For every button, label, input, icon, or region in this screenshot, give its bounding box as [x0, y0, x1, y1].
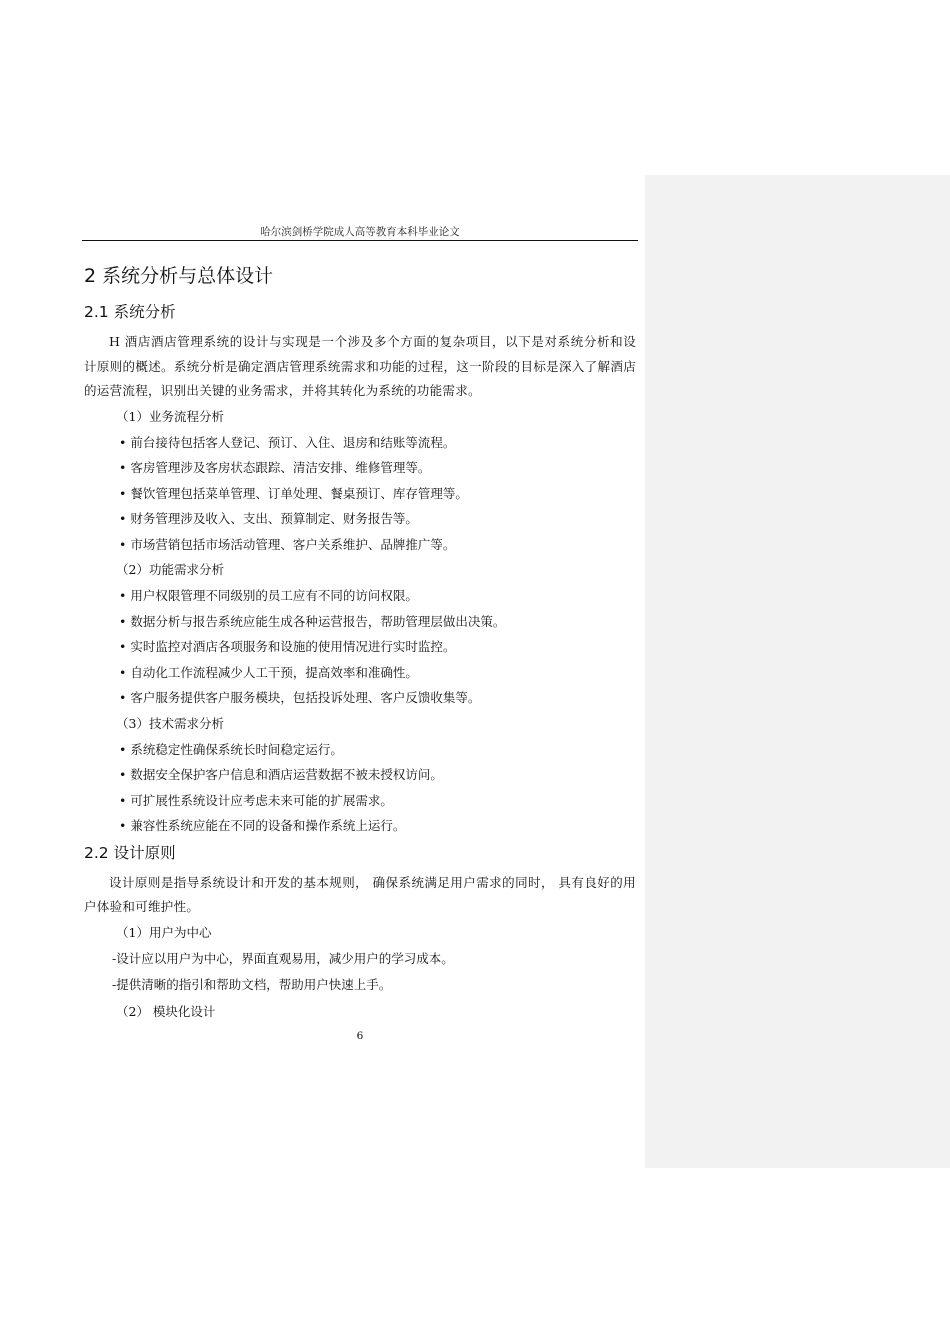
list-item: • 数据安全保护客户信息和酒店运营数据不被未授权访问。 [119, 767, 443, 782]
list-item: • 财务管理涉及收入、支出、预算制定、财务报告等。 [119, 511, 418, 526]
list-item: -提供清晰的指引和帮助文档，帮助用户快速上手。 [112, 977, 392, 992]
section-2-1-intro: H 酒店酒店管理系统的设计与实现是一个涉及多个方面的复杂项目，以下是对系统分析和设计原则的概述。系统分析是确定酒店管理系统需求和功能的过程，这一阶段的目标是深入了解酒店的运营流程，识别出关键的业务需求，并将其转化为系统的功能需求。 [84, 334, 636, 398]
list-item: • 前台接待包括客人登记、预订、入住、退房和结账等流程。 [119, 434, 456, 450]
list-item: • 兼容性系统应能在不同的设备和操作系统上运行。 [119, 818, 406, 833]
subheading-technical-requirements: （3）技术需求分析 [116, 715, 224, 731]
page-content [84, 262, 636, 1025]
subheading-user-centered: （1）用户为中心 [116, 924, 212, 940]
section-title-2-1: 2.1 系统分析 [84, 303, 176, 321]
section-title-2-2: 2.2 设计原则 [84, 843, 176, 862]
subheading-functional-requirements: （2）功能需求分析 [116, 562, 224, 577]
section-2-2-intro: 设计原则是指导系统设计和开发的基本规则， 确保系统满足用户需求的同时， 具有良好的用户体验和可维护性。 [84, 874, 636, 914]
list-item: • 数据分析与报告系统应能生成各种运营报告，帮助管理层做出决策。 [119, 613, 506, 629]
chapter-title: 2 系统分析与总体设计 [84, 265, 274, 287]
list-item: • 餐饮管理包括菜单管理、订单处理、餐桌预订、库存管理等。 [119, 485, 468, 501]
list-item: • 实时监控对酒店各项服务和设施的使用情况进行实时监控。 [119, 639, 456, 654]
list-item: • 可扩展性系统设计应考虑未来可能的扩展需求。 [119, 792, 393, 808]
page-number: 6 [356, 1030, 364, 1042]
subheading-business-process: （1）业务流程分析 [116, 408, 224, 424]
list-item: • 用户权限管理不同级别的员工应有不同的访问权限。 [119, 588, 418, 603]
subheading-modular-design: （2） 模块化设计 [116, 1003, 216, 1019]
list-item: • 系统稳定性确保系统长时间稳定运行。 [119, 741, 343, 757]
list-item: • 客户服务提供客户服务模块，包括投诉处理、客户反馈收集等。 [119, 690, 481, 705]
list-item: • 自动化工作流程减少人工干预，提高效率和准确性。 [119, 664, 418, 680]
header-rule [82, 240, 638, 241]
page-header: 哈尔滨剑桥学院成人高等教育本科毕业论文 [260, 226, 460, 238]
list-item: • 客房管理涉及客房状态跟踪、清洁安排、维修管理等。 [119, 460, 431, 475]
comment-pane [645, 175, 950, 1168]
list-item: • 市场营销包括市场活动管理、客户关系维护、品牌推广等。 [119, 536, 456, 552]
list-item: -设计应以用户为中心，界面直观易用，减少用户的学习成本。 [112, 950, 454, 966]
